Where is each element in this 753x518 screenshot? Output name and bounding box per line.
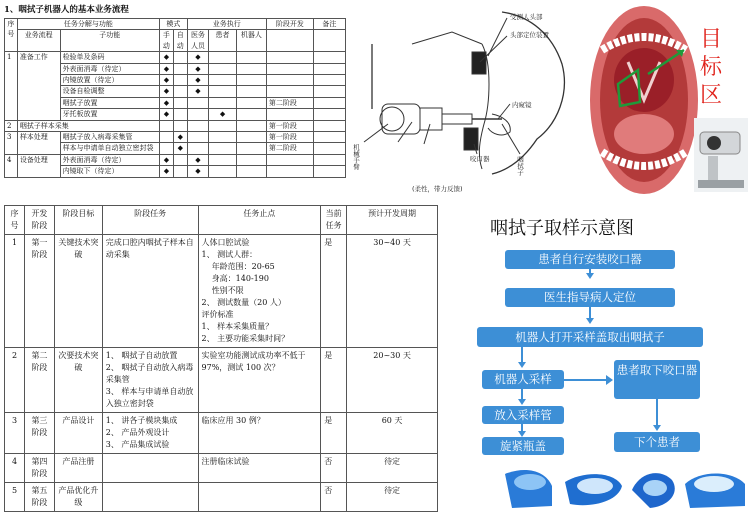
t2-goal: 产品优化升级 — [54, 483, 102, 512]
product-images — [500, 462, 750, 514]
t1-h-manual: 手动 — [159, 30, 173, 52]
t1-stage: 第二阶段 — [266, 97, 313, 108]
t1-stage: 第二阶段 — [266, 143, 313, 154]
t1-medic: ◆ — [187, 63, 208, 74]
t1-patient — [209, 132, 237, 143]
t1-h-exec: 业务执行 — [187, 19, 266, 30]
t1-auto — [173, 120, 187, 131]
t1-remark — [313, 75, 345, 86]
t1-patient — [209, 75, 237, 86]
t2-header-cell: 开发阶段 — [24, 206, 54, 235]
t1-stage — [266, 166, 313, 177]
t1-auto — [173, 52, 187, 63]
t1-auto — [173, 86, 187, 97]
label-mech-arm: 机械手臂 — [352, 144, 360, 170]
t2-tasks-line: 完成口腔内咽拭子样本自动采集 — [105, 238, 194, 259]
t1-manual: ◆ — [159, 52, 173, 63]
t1-manual: ◆ — [159, 63, 173, 74]
t2-period: 待定 — [347, 483, 438, 512]
t2-header-cell: 任务止点 — [198, 206, 321, 235]
t2-stop — [198, 454, 321, 483]
t1-medic — [187, 143, 208, 154]
t1-remark — [313, 52, 345, 63]
t1-flow: 准备工作 — [17, 52, 60, 120]
t1-patient — [209, 63, 237, 74]
t2-seq: 1 — [5, 235, 25, 348]
t2-stop — [198, 235, 321, 348]
t1-stage — [266, 52, 313, 63]
t1-h-subfunc: 子功能 — [60, 30, 159, 52]
t1-medic — [187, 97, 208, 108]
t2-period: 待定 — [347, 454, 438, 483]
t1-flow: 样本处理 — [17, 132, 60, 155]
t1-medic — [187, 109, 208, 120]
t1-robot — [236, 143, 266, 154]
t1-auto: ◆ — [173, 132, 187, 143]
t2-stop-line: 2、 测试数量（20 人） — [201, 298, 286, 307]
t1-stage — [266, 75, 313, 86]
table-row — [5, 483, 438, 512]
t2-period: 30~40 天 — [347, 235, 438, 348]
t1-patient — [209, 52, 237, 63]
t1-manual: ◆ — [159, 86, 173, 97]
dev-stage-table — [4, 205, 438, 512]
t1-medic: ◆ — [187, 75, 208, 86]
t1-auto: ◆ — [173, 143, 187, 154]
t1-auto — [173, 97, 187, 108]
t1-patient — [209, 166, 237, 177]
t2-current: 否 — [321, 483, 347, 512]
t1-stage — [266, 109, 313, 120]
t1-auto — [173, 154, 187, 165]
t2-stop-line: 注册临床试验 — [201, 457, 250, 466]
t1-robot — [236, 166, 266, 177]
t2-current: 是 — [321, 235, 347, 348]
t1-h-task: 任务分解与功能 — [17, 19, 159, 30]
t1-patient: ◆ — [209, 109, 237, 120]
t1-robot — [236, 63, 266, 74]
t1-robot — [236, 109, 266, 120]
business-flow-table — [4, 18, 346, 178]
t2-stop-line: 1、 样本采集质量？ — [201, 322, 274, 331]
t1-auto — [173, 75, 187, 86]
t1-manual — [159, 132, 173, 143]
t2-current: 是 — [321, 348, 347, 413]
t1-remark — [313, 63, 345, 74]
t2-stop-line: 身高：140-190 — [201, 274, 269, 283]
t1-seq: 4 — [5, 154, 18, 177]
t1-func: 牙托板放置 — [60, 109, 159, 120]
table-row — [5, 154, 346, 165]
t1-robot — [236, 75, 266, 86]
t1-manual: ◆ — [159, 166, 173, 177]
t2-tasks — [102, 454, 198, 483]
t1-manual: ◆ — [159, 97, 173, 108]
t1-stage — [266, 154, 313, 165]
device-photo — [694, 118, 748, 192]
t1-medic: ◆ — [187, 166, 208, 177]
t1-patient — [209, 154, 237, 165]
t1-func: 外表面消毒（待定） — [60, 154, 159, 165]
t2-stage: 第四阶段 — [24, 454, 54, 483]
t1-h-seq: 序号 — [5, 19, 18, 52]
t2-seq: 4 — [5, 454, 25, 483]
t2-stop-line: 临床应用 30 例？ — [201, 416, 265, 425]
t1-remark — [313, 97, 345, 108]
t2-header-cell: 当前任务 — [321, 206, 347, 235]
t1-func: 咽拭子放入病毒采集管 — [60, 132, 159, 143]
flow-step-install-mouth-block: 患者自行安装咬口器 — [505, 250, 675, 269]
t2-stage: 第三阶段 — [24, 413, 54, 454]
t2-stop-line: 1、 测试人群： — [201, 250, 258, 259]
t2-goal: 关键技术突破 — [54, 235, 102, 348]
t2-stop-line: 评价标准 — [201, 310, 234, 319]
t1-h-empty2 — [313, 30, 345, 52]
flow-step-robot-sampling: 机器人采样 — [482, 370, 564, 389]
t1-h-mode: 模式 — [159, 19, 187, 30]
table-row — [5, 120, 346, 131]
t1-stage — [266, 86, 313, 97]
label-head-rest: 受测人头部 — [510, 13, 543, 21]
flow-step-open-cover: 机器人打开采样盖取出咽拭子 — [477, 327, 703, 347]
t2-stop-line: 性别不限 — [201, 286, 244, 295]
t1-remark — [313, 86, 345, 97]
t1-medic: ◆ — [187, 52, 208, 63]
t2-tasks — [102, 348, 198, 413]
label-head-fix: 头部定位装置 — [510, 31, 549, 39]
t1-manual — [159, 120, 173, 131]
t1-stage: 第一阶段 — [266, 120, 313, 131]
t2-goal: 产品注册 — [54, 454, 102, 483]
t1-patient — [209, 143, 237, 154]
flow-step-next-patient: 下个患者 — [614, 432, 700, 452]
t1-flow: 设备处理 — [17, 154, 60, 177]
t1-robot — [236, 52, 266, 63]
t2-stop — [198, 348, 321, 413]
t2-tasks-line: 2、 咽拭子自动放入病毒采集管 — [105, 363, 194, 384]
table1-subheader-row — [5, 30, 346, 52]
table-row — [5, 235, 438, 348]
t1-func: 咽拭子放置 — [60, 97, 159, 108]
t2-seq: 5 — [5, 483, 25, 512]
label-swab-note: (柔性，带力反馈) — [412, 185, 463, 193]
mouth-illustration — [588, 2, 700, 200]
t2-tasks — [102, 483, 198, 512]
t1-remark — [313, 166, 345, 177]
t1-h-flow: 业务流程 — [17, 30, 60, 52]
t1-seq: 2 — [5, 120, 18, 131]
t2-stop-line: 年龄范围：20-65 — [201, 262, 275, 271]
t1-auto — [173, 166, 187, 177]
t1-func: 外表面消毒（待定） — [60, 63, 159, 74]
t2-header-cell: 序号 — [5, 206, 25, 235]
t2-current: 否 — [321, 454, 347, 483]
t1-seq: 1 — [5, 52, 18, 120]
t2-tasks-line: 2、 产品外观设计 — [105, 428, 170, 437]
t1-remark — [313, 120, 345, 131]
t1-robot — [236, 86, 266, 97]
t1-patient — [209, 86, 237, 97]
flow-step-doctor-guide: 医生指导病人定位 — [505, 288, 675, 307]
robot-diagram — [352, 4, 582, 199]
t1-remark — [313, 132, 345, 143]
t1-robot — [236, 132, 266, 143]
table2-header-row — [5, 206, 438, 235]
t2-tasks-line: 1、 讲各子模块集成 — [105, 416, 178, 425]
t1-func: 样本与申请单自动独立密封袋 — [60, 143, 159, 154]
table-row — [5, 132, 346, 143]
t2-header-cell: 阶段任务 — [102, 206, 198, 235]
section-title: 1、咽拭子机器人的基本业务流程 — [4, 5, 129, 15]
t1-medic: ◆ — [187, 86, 208, 97]
t2-stage: 第二阶段 — [24, 348, 54, 413]
t1-h-robot: 机器人 — [236, 30, 266, 52]
t1-remark — [313, 143, 345, 154]
t2-period: 60 天 — [347, 413, 438, 454]
table-row — [5, 413, 438, 454]
t1-manual: ◆ — [159, 154, 173, 165]
t2-seq: 3 — [5, 413, 25, 454]
t2-tasks-line: 3、 样本与申请单自动放入独立密封袋 — [105, 387, 194, 408]
t1-func: 检验单及条码 — [60, 52, 159, 63]
t1-remark — [313, 109, 345, 120]
t1-manual — [159, 143, 173, 154]
table-row — [5, 52, 346, 63]
t2-tasks — [102, 413, 198, 454]
t2-stop — [198, 413, 321, 454]
t1-func: 设备自检调整 — [60, 86, 159, 97]
t1-manual: ◆ — [159, 75, 173, 86]
flow-step-remove-mouth-block: 患者取下咬口器 — [614, 360, 700, 399]
table-row — [5, 454, 438, 483]
flow-step-tighten-cap: 旋紧瓶盖 — [482, 437, 564, 455]
t1-robot — [236, 97, 266, 108]
t2-stage: 第五阶段 — [24, 483, 54, 512]
t1-flow: 咽拭子样本采集 — [17, 120, 159, 131]
t1-func: 内镜取下（待定） — [60, 166, 159, 177]
target-area-label: 目标区 — [699, 27, 722, 108]
t1-auto — [173, 109, 187, 120]
t2-stop-line: 人体口腔试验 — [201, 238, 250, 247]
t2-stop — [198, 483, 321, 512]
t1-patient — [209, 97, 237, 108]
t2-stop-line: 实验室功能测试成功率不低于 97%，测试 100 次？ — [201, 351, 309, 372]
t2-seq: 2 — [5, 348, 25, 413]
t2-tasks — [102, 235, 198, 348]
t1-stage: 第一阶段 — [266, 132, 313, 143]
t1-h-auto: 自动 — [173, 30, 187, 52]
t1-robot — [236, 120, 266, 131]
t1-auto — [173, 63, 187, 74]
t2-stage: 第一阶段 — [24, 235, 54, 348]
flow-step-put-in-tube: 放入采样管 — [482, 406, 564, 424]
t2-tasks-line: 3、 产品集成试验 — [105, 440, 170, 449]
label-mouth-block: 咬口器 — [470, 155, 490, 163]
table1-header-row — [5, 19, 346, 30]
table-row — [5, 348, 438, 413]
t1-seq: 3 — [5, 132, 18, 155]
t2-period: 20~30 天 — [347, 348, 438, 413]
t1-manual: ◆ — [159, 109, 173, 120]
label-endoscope: 内窥镜 — [512, 101, 532, 109]
t1-h-empty1 — [266, 30, 313, 52]
t1-medic — [187, 132, 208, 143]
t2-stop-line: 2、 主要功能采集时间？ — [201, 334, 290, 343]
t1-medic: ◆ — [187, 154, 208, 165]
label-swab: 咽拭子 — [516, 156, 524, 176]
t1-h-patient: 患者 — [209, 30, 237, 52]
t2-current: 是 — [321, 413, 347, 454]
t2-goal: 产品设计 — [54, 413, 102, 454]
t1-remark — [313, 154, 345, 165]
t1-func: 内镜放置（待定） — [60, 75, 159, 86]
t2-header-cell: 预计开发周期 — [347, 206, 438, 235]
t2-goal: 次要技术突破 — [54, 348, 102, 413]
t1-robot — [236, 154, 266, 165]
t2-header-cell: 阶段目标 — [54, 206, 102, 235]
t1-patient — [209, 120, 237, 131]
t1-h-medic: 医务人员 — [187, 30, 208, 52]
t1-stage — [266, 63, 313, 74]
t1-h-stage: 阶段开发 — [266, 19, 313, 30]
flow-title: 咽拭子取样示意图 — [490, 218, 634, 239]
t1-h-remark: 备注 — [313, 19, 345, 30]
t2-tasks-line: 1、 咽拭子自动放置 — [105, 351, 178, 360]
t1-medic — [187, 120, 208, 131]
